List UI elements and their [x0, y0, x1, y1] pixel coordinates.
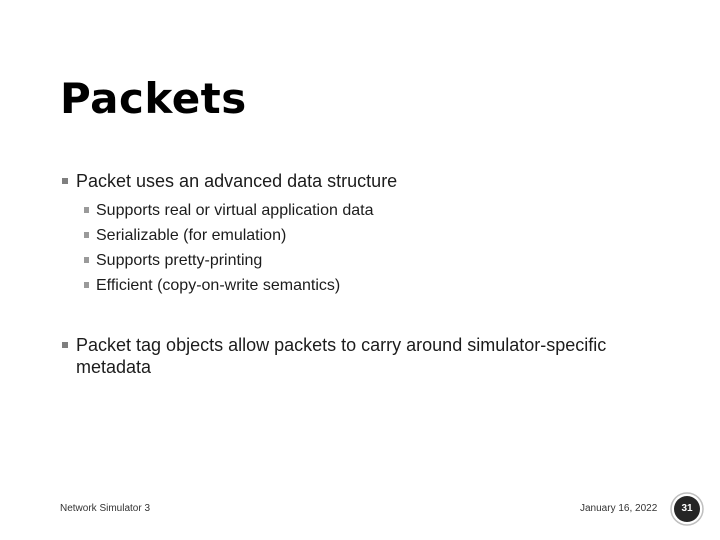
- bullet-spacer: [62, 298, 662, 334]
- square-bullet-icon: [62, 178, 68, 184]
- sub-bullet-item: [82, 273, 662, 298]
- sub-bullet-item: [82, 248, 662, 273]
- slide-title: Packets: [60, 74, 247, 123]
- square-bullet-icon: [84, 257, 89, 263]
- page-number-badge: [670, 492, 704, 526]
- square-bullet-icon: [84, 207, 89, 213]
- square-bullet-icon: [84, 232, 89, 238]
- sub-bullet-text: Efficient (copy-on-write semantics): [96, 277, 341, 294]
- square-bullet-icon: [62, 342, 68, 348]
- bullet-item: [62, 170, 662, 192]
- sub-bullet-list: [82, 198, 662, 298]
- sub-bullet-item: [82, 198, 662, 223]
- footer-date: January 16, 2022: [580, 503, 658, 514]
- bullet-text: Packet tag objects allow packets to carry around simulator-specific metadata: [76, 335, 607, 377]
- bullet-item: [62, 334, 662, 378]
- bullet-text: Packet uses an advanced data structure: [76, 171, 398, 191]
- sub-bullet-item: [82, 223, 662, 248]
- bullet-list: [62, 170, 662, 378]
- footer-title: Network Simulator 3: [60, 503, 151, 514]
- page-number: 31: [681, 503, 693, 514]
- sub-bullet-text: Supports pretty-printing: [96, 252, 263, 269]
- square-bullet-icon: [84, 282, 89, 288]
- sub-bullet-text: Supports real or virtual application data: [96, 202, 374, 219]
- sub-bullet-text: Serializable (for emulation): [96, 227, 287, 244]
